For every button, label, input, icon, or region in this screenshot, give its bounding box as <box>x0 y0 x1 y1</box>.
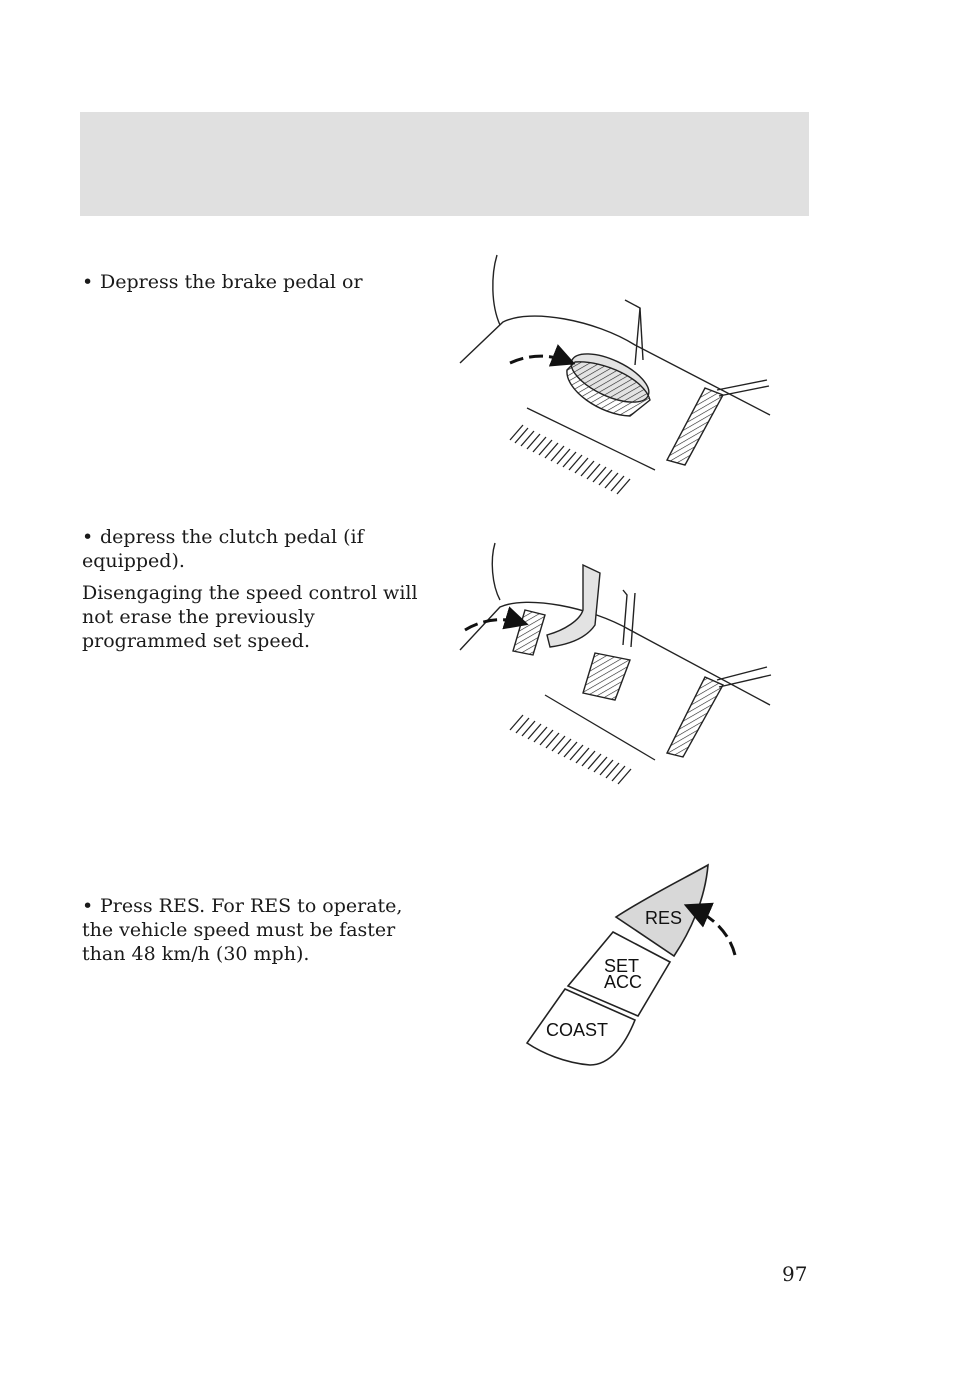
section-brake <box>82 270 427 302</box>
bullet-text-clutch: depress the clutch pedal (if equipped). <box>82 526 364 572</box>
res-arrow-icon <box>692 908 735 955</box>
bullet-item-res <box>82 894 427 966</box>
bullet-item-brake <box>82 270 427 294</box>
section-clutch <box>82 525 427 661</box>
set-button-label-line1: SET <box>604 956 640 976</box>
clutch-pedal-illustration <box>455 535 775 790</box>
header-band <box>80 112 809 216</box>
bullet-item-clutch <box>82 525 427 573</box>
res-button-label: RES <box>645 908 683 928</box>
bullet-icon: • <box>82 526 94 548</box>
page-number: 97 <box>782 1262 808 1286</box>
bullet-icon: • <box>82 895 94 917</box>
bullet-icon: • <box>82 271 94 293</box>
brake-pedal-illustration <box>455 250 775 500</box>
bullet-text-res: Press RES. For RES to operate, the vehicle speed must be faster than 48 km/h (30 mph). <box>82 895 403 965</box>
speed-control-buttons-illustration <box>520 860 750 1070</box>
paragraph-disengaging: Disengaging the speed control will not erase the previously programmed set speed. <box>82 582 418 652</box>
coast-button-label: COAST <box>546 1020 609 1040</box>
set-button-label-line2: ACC <box>604 972 643 992</box>
section-res <box>82 894 427 974</box>
bullet-text-brake: Depress the brake pedal or <box>100 271 363 293</box>
